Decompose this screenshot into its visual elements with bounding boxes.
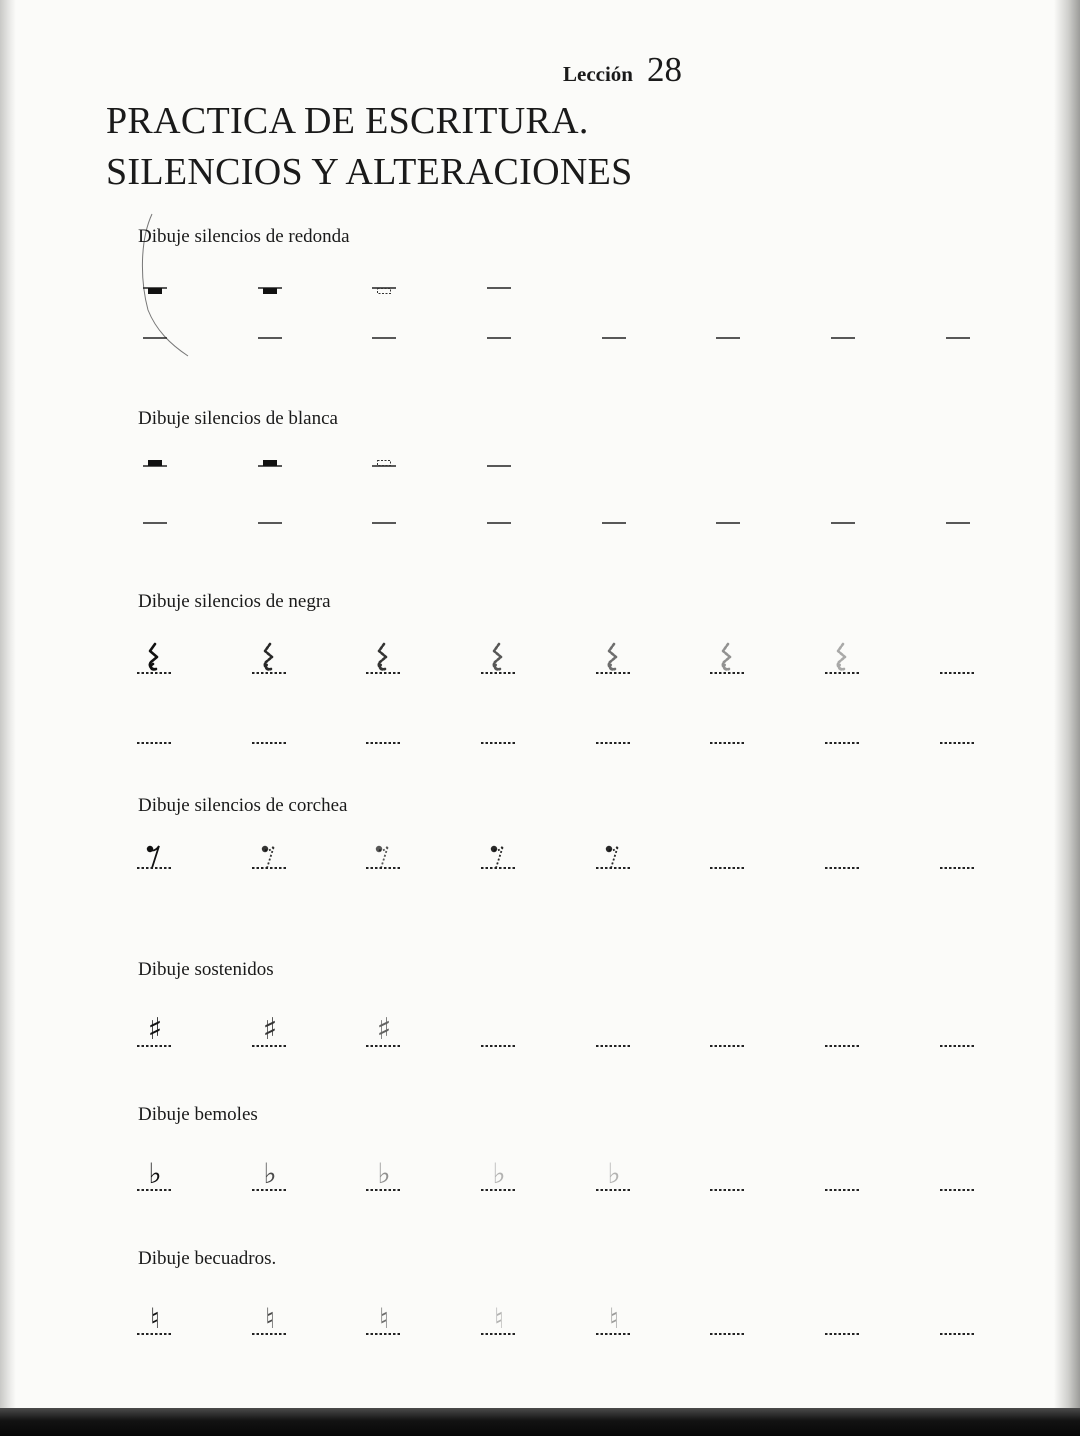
model-symbol: ♭	[607, 1157, 621, 1190]
scan-bottom-edge	[0, 1408, 1080, 1436]
exercise-slot	[708, 320, 748, 354]
instruction-negra: Dibuje silencios de negra	[138, 591, 331, 612]
model-symbol: ♯	[262, 1012, 278, 1047]
exercise-slot	[135, 840, 175, 874]
exercise-slot	[135, 1157, 175, 1194]
exercise-slot	[823, 840, 863, 874]
model-symbol: ♮	[378, 1302, 389, 1335]
exercise-slot	[938, 840, 978, 874]
exercise-slot	[364, 712, 404, 746]
exercise-slot	[479, 270, 519, 304]
exercise-slot	[823, 1015, 863, 1049]
exercise-slot	[708, 1015, 748, 1049]
page-shadow-right	[1054, 0, 1080, 1410]
exercise-slot	[250, 505, 290, 539]
exercise-slot	[708, 840, 748, 874]
exercise-slot	[135, 1302, 175, 1339]
exercise-slot	[250, 840, 290, 874]
exercise-slot	[135, 642, 175, 676]
exercise-slot	[594, 840, 634, 874]
exercise-row	[0, 1012, 1080, 1049]
instruction-becuadros: Dibuje becuadros.	[138, 1248, 277, 1269]
instruction-blanca: Dibuje silencios de blanca	[138, 408, 338, 429]
exercise-slot	[135, 448, 175, 482]
model-symbol: ♭	[492, 1157, 506, 1190]
model-symbol: ♮	[149, 1302, 160, 1335]
exercise-slot	[938, 712, 978, 746]
exercise-slot	[479, 505, 519, 539]
exercise-slot	[938, 1160, 978, 1194]
exercise-row	[0, 712, 1080, 746]
instruction-redonda: Dibuje silencios de redonda	[138, 226, 350, 247]
page-title	[106, 96, 633, 198]
exercise-slot	[135, 270, 175, 304]
exercise-slot	[479, 840, 519, 874]
exercise-row	[0, 840, 1080, 874]
exercise-slot	[250, 270, 290, 304]
exercise-slot	[708, 642, 748, 676]
exercise-slot	[938, 320, 978, 354]
exercise-slot	[250, 712, 290, 746]
exercise-slot	[364, 505, 404, 539]
exercise-slot	[479, 642, 519, 676]
exercise-slot	[250, 320, 290, 354]
exercise-slot	[594, 1015, 634, 1049]
exercise-slot	[364, 642, 404, 676]
exercise-slot	[364, 1157, 404, 1194]
exercise-slot	[938, 1015, 978, 1049]
model-symbol: ♭	[377, 1157, 391, 1190]
exercise-slot	[594, 320, 634, 354]
exercise-slot	[479, 1015, 519, 1049]
exercise-slot	[364, 1012, 404, 1049]
exercise-slot	[479, 448, 519, 482]
exercise-slot	[823, 505, 863, 539]
model-symbol: ♮	[493, 1302, 504, 1335]
exercise-slot	[479, 1302, 519, 1339]
exercise-slot	[938, 1305, 978, 1339]
instruction-corchea: Dibuje silencios de corchea	[138, 795, 348, 816]
exercise-slot	[823, 712, 863, 746]
exercise-slot	[594, 1302, 634, 1339]
exercise-row	[0, 270, 1080, 304]
exercise-row	[0, 320, 1080, 354]
exercise-slot	[364, 448, 404, 482]
model-symbol: ♯	[376, 1012, 392, 1047]
exercise-row	[0, 642, 1080, 676]
exercise-slot	[938, 505, 978, 539]
exercise-slot	[823, 1305, 863, 1339]
exercise-slot	[708, 1305, 748, 1339]
exercise-slot	[135, 1012, 175, 1049]
model-symbol: ♯	[147, 1012, 163, 1047]
exercise-slot	[250, 448, 290, 482]
exercise-slot	[708, 712, 748, 746]
model-symbol: ♮	[264, 1302, 275, 1335]
exercise-slot	[938, 642, 978, 676]
exercise-slot	[135, 505, 175, 539]
exercise-slot	[823, 320, 863, 354]
exercise-slot	[708, 505, 748, 539]
instruction-sostenidos: Dibuje sostenidos	[138, 959, 274, 980]
exercise-row	[0, 448, 1080, 482]
lesson-label: Lección	[563, 62, 633, 86]
model-symbol: ♭	[263, 1157, 277, 1190]
page-title-line-2: SILENCIOS Y ALTERACIONES	[106, 151, 633, 193]
exercise-row	[0, 1302, 1080, 1339]
exercise-slot	[594, 712, 634, 746]
exercise-slot	[364, 840, 404, 874]
lesson-number: 28	[646, 50, 682, 89]
exercise-slot	[479, 1157, 519, 1194]
exercise-slot	[823, 642, 863, 676]
exercise-slot	[823, 1160, 863, 1194]
exercise-slot	[250, 1302, 290, 1339]
exercise-slot	[708, 1160, 748, 1194]
exercise-slot	[594, 642, 634, 676]
exercise-slot	[594, 1157, 634, 1194]
exercise-slot	[364, 1302, 404, 1339]
lesson-header	[563, 50, 682, 90]
model-symbol: ♭	[148, 1157, 162, 1190]
exercise-slot	[479, 712, 519, 746]
exercise-slot	[135, 320, 175, 354]
instruction-bemoles: Dibuje bemoles	[138, 1104, 258, 1125]
exercise-slot	[594, 505, 634, 539]
exercise-row	[0, 505, 1080, 539]
exercise-slot	[250, 642, 290, 676]
exercise-slot	[250, 1012, 290, 1049]
exercise-slot	[250, 1157, 290, 1194]
exercise-row	[0, 1157, 1080, 1194]
exercise-slot	[135, 712, 175, 746]
exercise-slot	[479, 320, 519, 354]
model-symbol: ♮	[608, 1302, 619, 1335]
exercise-slot	[364, 270, 404, 304]
exercise-slot	[364, 320, 404, 354]
page-title-line-1: PRACTICA DE ESCRITURA.	[106, 100, 589, 142]
